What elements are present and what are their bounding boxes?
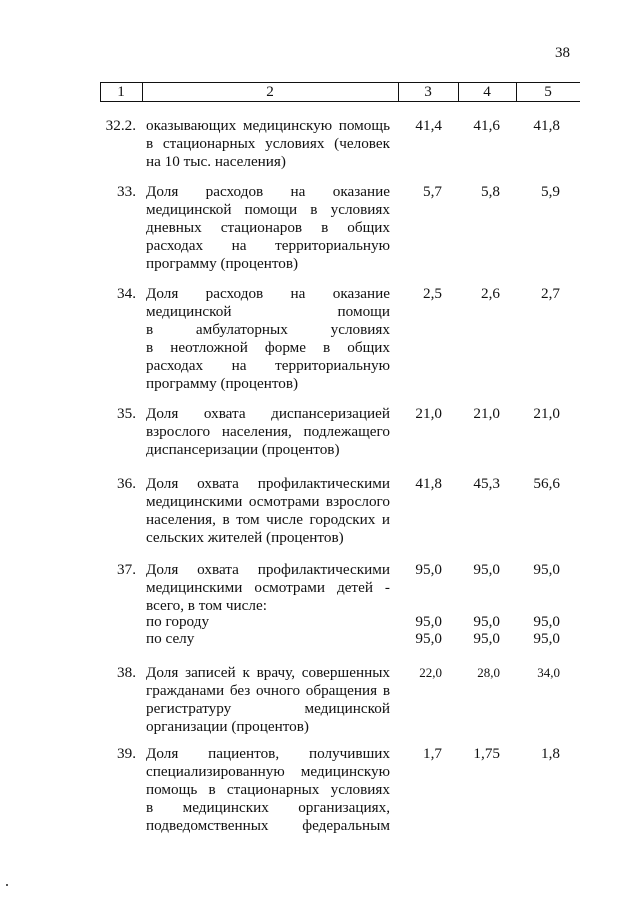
description-line: регистратуру медицинской <box>146 700 390 717</box>
row-description <box>146 561 390 615</box>
description-line: в медицинских организациях, <box>146 799 390 816</box>
value-col-5: 21,0 <box>533 405 560 422</box>
row-number: 36. <box>117 475 136 492</box>
value-col-5: 1,8 <box>541 745 560 762</box>
table-header <box>100 82 580 102</box>
description-line: подведомственных федеральным <box>146 817 390 834</box>
value-col-5: 2,7 <box>541 285 560 302</box>
value-col-4: 1,75 <box>473 745 500 762</box>
value-col-5: 95,0 <box>533 630 560 647</box>
value-col-3: 95,0 <box>415 630 442 647</box>
description-line: расходах на территориальную <box>146 357 390 374</box>
row-description <box>146 285 390 393</box>
value-col-4: 95,0 <box>473 561 500 578</box>
description-line: медицинской помощи в условиях <box>146 201 390 218</box>
description-line: в стационарных условиях (человек <box>146 135 390 152</box>
value-col-5: 5,9 <box>541 183 560 200</box>
header-col-4: 4 <box>483 83 491 100</box>
header-col-2: 2 <box>266 83 274 100</box>
value-col-4: 21,0 <box>473 405 500 422</box>
value-col-3: 21,0 <box>415 405 442 422</box>
page-number: 38 <box>555 45 570 61</box>
value-col-3: 1,7 <box>423 745 442 762</box>
description-line: Доля записей к врачу, совершенных <box>146 664 390 681</box>
description-line: Доля пациентов, получивших <box>146 745 390 762</box>
value-col-3: 5,7 <box>423 183 442 200</box>
sub-row-label <box>146 630 390 648</box>
value-col-3: 2,5 <box>423 285 442 302</box>
row-description <box>146 183 390 273</box>
description-line: Доля охвата профилактическими <box>146 475 390 492</box>
description-line: помощь в стационарных условиях <box>146 781 390 798</box>
header-col-5: 5 <box>544 83 552 100</box>
value-col-4: 28,0 <box>477 665 500 680</box>
header-col-1: 1 <box>117 83 125 100</box>
row-description <box>146 117 390 171</box>
row-number: 38. <box>117 664 136 681</box>
value-col-3: 95,0 <box>415 561 442 578</box>
row-number: 37. <box>117 561 136 578</box>
row-description <box>146 475 390 547</box>
value-col-3: 95,0 <box>415 613 442 630</box>
description-line: программу (процентов) <box>146 375 299 392</box>
value-col-5: 95,0 <box>533 613 560 630</box>
row-number: 39. <box>117 745 136 762</box>
description-line: в амбулаторных условиях <box>146 321 390 338</box>
description-line: гражданами без очного обращения в <box>146 682 390 699</box>
value-col-4: 95,0 <box>473 613 500 630</box>
description-line: расходах на территориальную <box>146 237 390 254</box>
sub-row-label-text: по селу <box>146 630 195 647</box>
description-line: программу (процентов) <box>146 255 299 272</box>
row-number: 33. <box>117 183 136 200</box>
scan-speck <box>6 884 8 886</box>
description-line: Доля расходов на оказание <box>146 183 390 200</box>
value-col-4: 2,6 <box>481 285 500 302</box>
description-line: сельских жителей (процентов) <box>146 529 344 546</box>
description-line: населения, в том числе городских и <box>146 511 390 528</box>
description-line: медицинскими осмотрами взрослого <box>146 493 390 510</box>
row-description <box>146 745 390 835</box>
description-line: специализированную медицинскую <box>146 763 390 780</box>
value-col-4: 5,8 <box>481 183 500 200</box>
description-line: оказывающих медицинскую помощь <box>146 117 390 134</box>
sub-row-label-text: по городу <box>146 613 210 630</box>
value-col-3: 41,4 <box>415 117 442 134</box>
value-col-4: 95,0 <box>473 630 500 647</box>
description-line: Доля охвата профилактическими <box>146 561 390 578</box>
row-number: 34. <box>117 285 136 302</box>
description-line: дневных стационаров в общих <box>146 219 390 236</box>
description-line: медицинскими осмотрами детей - <box>146 579 390 596</box>
description-line: всего, в том числе: <box>146 597 267 614</box>
row-description <box>146 664 390 736</box>
description-line: в неотложной форме в общих <box>146 339 390 356</box>
value-col-3: 22,0 <box>419 665 442 680</box>
value-col-4: 45,3 <box>473 475 500 492</box>
header-col-3: 3 <box>424 83 432 100</box>
description-line: Доля охвата диспансеризацией <box>146 405 390 422</box>
value-col-5: 56,6 <box>533 475 560 492</box>
value-col-5: 95,0 <box>533 561 560 578</box>
sub-row-label <box>146 613 390 631</box>
value-col-4: 41,6 <box>473 117 500 134</box>
description-line: на 10 тыс. населения) <box>146 153 286 170</box>
value-col-3: 41,8 <box>415 475 442 492</box>
description-line: Доля расходов на оказание <box>146 285 390 302</box>
description-line: диспансеризации (процентов) <box>146 441 340 458</box>
description-line: организации (процентов) <box>146 718 309 735</box>
row-description <box>146 405 390 459</box>
description-line: медицинской помощи <box>146 303 390 320</box>
value-col-5: 41,8 <box>533 117 560 134</box>
description-line: взрослого населения, подлежащего <box>146 423 390 440</box>
row-number: 35. <box>117 405 136 422</box>
value-col-5: 34,0 <box>537 665 560 680</box>
row-number: 32.2. <box>105 117 136 134</box>
